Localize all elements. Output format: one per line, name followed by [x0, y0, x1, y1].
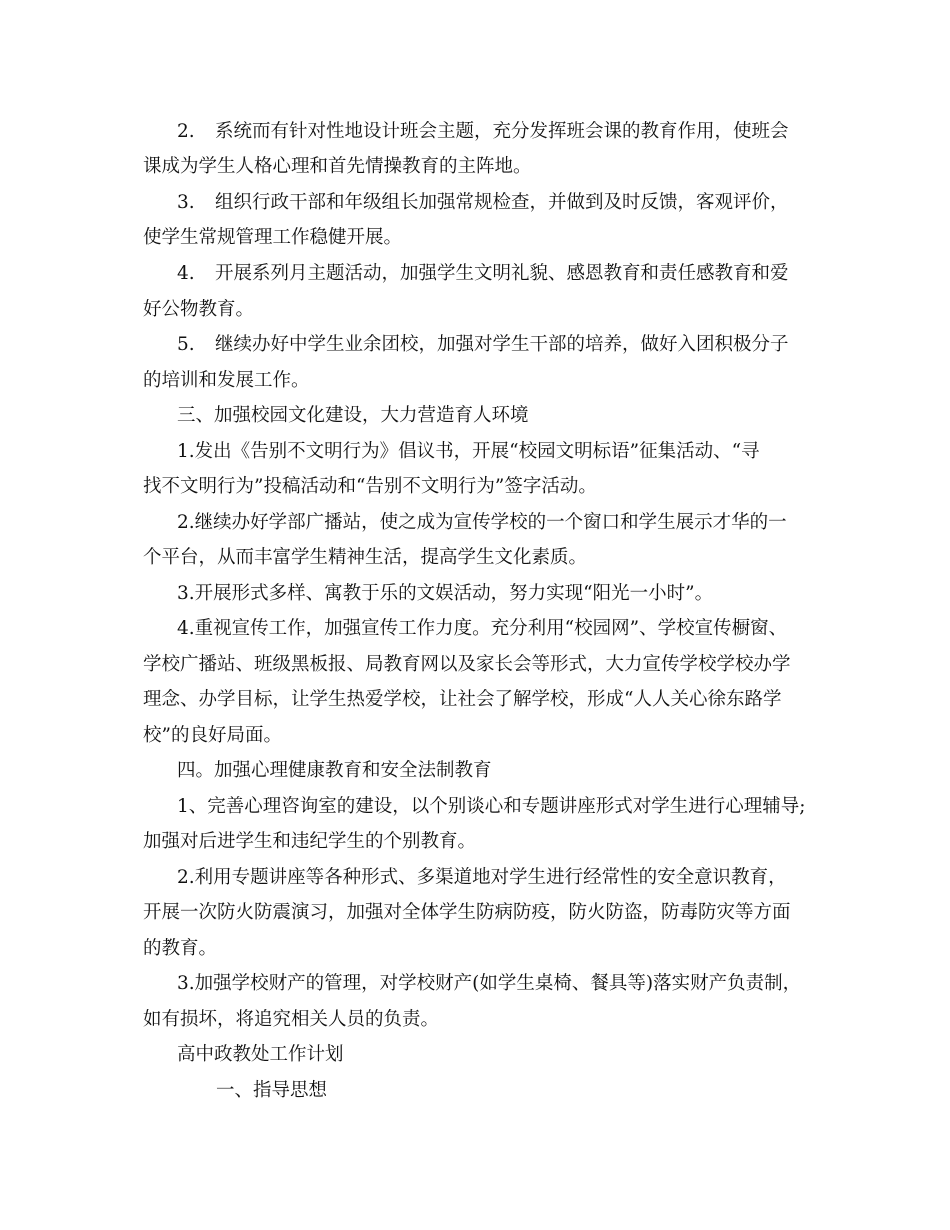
- paragraph-4-line-2: 好公物教育。: [143, 299, 255, 320]
- section-3-item-4-line-2: 学校广播站、班级黑板报、局教育网以及家长会等形式，大力宣传学校学校办学: [143, 654, 791, 675]
- paragraph-2-number: 2.: [177, 121, 195, 142]
- section-3-item-2-line-1: 2.继续办好学部广播站，使之成为宣传学校的一个窗口和学生展示才华的一: [177, 512, 787, 533]
- section-4-item-1-line-2: 加强对后进学生和违纪学生的个别教育。: [143, 831, 477, 852]
- section-4-item-2-line-1: 2.利用专题讲座等各种形式、多渠道地对学生进行经常性的安全意识教育，: [177, 867, 787, 888]
- section-3-heading: 三、加强校园文化建设，大力营造育人环境: [177, 405, 529, 426]
- section-4-item-2-line-2: 开展一次防火防震演习，加强对全体学生防病防疫，防火防盗，防毒防灾等方面: [143, 902, 791, 923]
- section-3-item-4-line-3: 理念、办学目标，让学生热爱学校，让社会了解学校，形成“人人关心徐东路学: [143, 689, 782, 710]
- section-3-item-2-line-2: 个平台，从而丰富学生精神生活，提高学生文化素质。: [143, 547, 588, 568]
- paragraph-4-text-1: 开展系列月主题活动，加强学生文明礼貌、感恩教育和责任感教育和爱: [215, 263, 789, 284]
- paragraph-5-line-1: [177, 333, 857, 357]
- paragraph-2-text-1: 系统而有针对性地设计班会主题，充分发挥班会课的教育作用，使班会: [215, 121, 789, 142]
- paragraph-4-line-1: [177, 262, 857, 286]
- section-3-item-4-line-1: 4.重视宣传工作，加强宣传工作力度。充分利用“校园网”、学校宣传橱窗、: [177, 618, 788, 639]
- paragraph-3-line-2: 使学生常规管理工作稳健开展。: [143, 227, 403, 248]
- paragraph-3-text-1: 组织行政干部和年级组长加强常规检查，并做到及时反馈，客观评价，: [215, 192, 789, 213]
- section-4-item-3-line-1: 3.加强学校财产的管理，对学校财产(如学生桌椅、餐具等)落实财产负责制，: [177, 973, 802, 994]
- section-3-item-4-line-4: 校”的良好局面。: [143, 725, 282, 746]
- paragraph-4-number: 4.: [177, 263, 195, 284]
- section-4-item-2-line-3: 的教育。: [143, 938, 218, 959]
- paragraph-5-number: 5.: [177, 334, 195, 355]
- section-3-item-3-line-1: 3.开展形式多样、寓教于乐的文娱活动，努力实现“阳光一小时”。: [177, 583, 714, 604]
- paragraph-3-number: 3.: [177, 192, 195, 213]
- section-4-item-3-line-2: 如有损坏，将追究相关人员的负责。: [143, 1009, 440, 1030]
- section-3-item-1-line-2: 找不文明行为”投稿活动和“告别不文明行为”签字活动。: [143, 476, 597, 497]
- section-4-item-1-line-1: 1、完善心理咨询室的建设，以个别谈心和专题讲座形式对学生进行心理辅导;: [177, 796, 806, 817]
- paragraph-5-line-2: 的培训和发展工作。: [143, 370, 310, 391]
- paragraph-2-line-2: 课成为学生人格心理和首先情操教育的主阵地。: [143, 156, 532, 177]
- paragraph-2-line-1: [177, 120, 857, 144]
- section-3-item-1-line-1: 1.发出《告别不文明行为》倡议书，开展“校园文明标语”征集活动、“寻: [177, 441, 760, 462]
- paragraph-5-text-1: 继续办好中学生业余团校，加强对学生干部的培养，做好入团积极分子: [215, 334, 789, 355]
- plan-title: 高中政教处工作计划: [177, 1044, 344, 1065]
- section-4-heading: 四。加强心理健康教育和安全法制教育: [177, 760, 492, 781]
- guiding-thought-heading: 一、指导思想: [216, 1080, 328, 1101]
- paragraph-3-line-1: [177, 191, 857, 215]
